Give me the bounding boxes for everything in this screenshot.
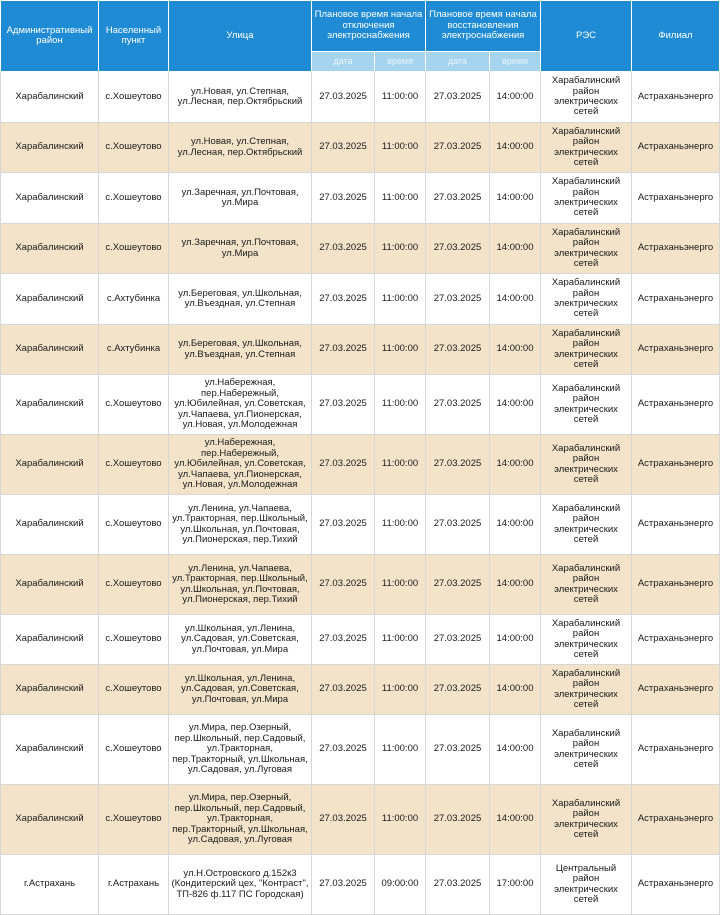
cell-branch: Астраханьэнерго — [632, 274, 720, 325]
cell-on-time: 14:00:00 — [490, 785, 541, 855]
cell-off-time: 11:00:00 — [375, 224, 426, 274]
cell-locality: с.Хошеутово — [99, 173, 169, 224]
cell-on-time: 14:00:00 — [490, 495, 541, 555]
table-row — [1, 173, 720, 224]
table-row — [1, 665, 720, 715]
cell-district: Харабалинский — [1, 555, 99, 615]
cell-on-time: 14:00:00 — [490, 325, 541, 375]
table-row — [1, 555, 720, 615]
cell-res: Центральный район электрических сетей — [541, 855, 632, 915]
cell-off-date: 27.03.2025 — [312, 615, 375, 665]
cell-street: ул.Школьная, ул.Ленина, ул.Садовая, ул.Советская, ул.Почтовая, ул.Мира — [169, 615, 312, 665]
cell-off-time: 11:00:00 — [375, 435, 426, 495]
cell-on-date: 27.03.2025 — [426, 274, 490, 325]
cell-branch: Астраханьэнерго — [632, 715, 720, 785]
table-row — [1, 375, 720, 435]
cell-district: Харабалинский — [1, 325, 99, 375]
cell-locality: с.Хошеутово — [99, 375, 169, 435]
cell-off-date: 27.03.2025 — [312, 224, 375, 274]
cell-locality: с.Хошеутово — [99, 224, 169, 274]
cell-branch: Астраханьэнерго — [632, 615, 720, 665]
cell-district: Харабалинский — [1, 224, 99, 274]
cell-branch: Астраханьэнерго — [632, 555, 720, 615]
table-row — [1, 495, 720, 555]
table-row — [1, 274, 720, 325]
cell-branch: Астраханьэнерго — [632, 375, 720, 435]
cell-branch: Астраханьэнерго — [632, 325, 720, 375]
cell-on-date: 27.03.2025 — [426, 665, 490, 715]
cell-off-date: 27.03.2025 — [312, 72, 375, 123]
cell-off-date: 27.03.2025 — [312, 785, 375, 855]
cell-street: ул.Ленина, ул.Чапаева, ул.Тракторная, пер.Школьный, ул.Школьная, ул.Почтовая, ул.Пионерская, пер.Тихий — [169, 495, 312, 555]
column-header-restore-time: Плановое время начала восстановления электроснабжения — [426, 1, 541, 52]
cell-on-date: 27.03.2025 — [426, 123, 490, 173]
cell-locality: с.Ахтубинка — [99, 325, 169, 375]
cell-street: ул.Новая, ул.Степная, ул.Лесная, пер.Октябрьский — [169, 123, 312, 173]
cell-locality: с.Хошеутово — [99, 123, 169, 173]
cell-street: ул.Мира, пер.Озерный, пер.Школьный, пер.Садовый, ул.Тракторная, пер.Тракторный, ул.Школьная, ул.Садовая, ул.Луговая — [169, 715, 312, 785]
cell-district: Харабалинский — [1, 785, 99, 855]
cell-off-date: 27.03.2025 — [312, 375, 375, 435]
cell-street: ул.Ленина, ул.Чапаева, ул.Тракторная, пер.Школьный, ул.Школьная, ул.Почтовая, ул.Пионерская, пер.Тихий — [169, 555, 312, 615]
cell-on-date: 27.03.2025 — [426, 785, 490, 855]
cell-on-time: 14:00:00 — [490, 274, 541, 325]
cell-district: Харабалинский — [1, 123, 99, 173]
cell-off-time: 11:00:00 — [375, 665, 426, 715]
cell-on-date: 27.03.2025 — [426, 715, 490, 785]
cell-res: Харабалинский район электрических сетей — [541, 615, 632, 665]
cell-branch: Астраханьэнерго — [632, 665, 720, 715]
table-row — [1, 615, 720, 665]
table-row — [1, 785, 720, 855]
cell-street: ул.Заречная, ул.Почтовая, ул.Мира — [169, 224, 312, 274]
subheader-off-date: дата — [312, 52, 375, 72]
table-row — [1, 855, 720, 915]
cell-res: Харабалинский район электрических сетей — [541, 375, 632, 435]
cell-res: Харабалинский район электрических сетей — [541, 495, 632, 555]
cell-off-date: 27.03.2025 — [312, 855, 375, 915]
table-row — [1, 325, 720, 375]
table-row — [1, 715, 720, 785]
cell-on-date: 27.03.2025 — [426, 615, 490, 665]
cell-street: ул.Н.Островского д.152к3 (Кондитерский цех, "Контраст", ТП-826 ф.117 ПС Городская) — [169, 855, 312, 915]
cell-locality: с.Хошеутово — [99, 495, 169, 555]
column-header-off-time: Плановое время начала отключения электроснабжения — [312, 1, 426, 52]
cell-res: Харабалинский район электрических сетей — [541, 274, 632, 325]
table-row — [1, 435, 720, 495]
cell-on-date: 27.03.2025 — [426, 375, 490, 435]
cell-locality: с.Хошеутово — [99, 665, 169, 715]
subheader-on-date: дата — [426, 52, 490, 72]
cell-res: Харабалинский район электрических сетей — [541, 785, 632, 855]
cell-street: ул.Школьная, ул.Ленина, ул.Садовая, ул.Советская, ул.Почтовая, ул.Мира — [169, 665, 312, 715]
cell-on-date: 27.03.2025 — [426, 325, 490, 375]
table-row — [1, 72, 720, 123]
column-header-res: РЭС — [541, 1, 632, 72]
cell-locality: с.Ахтубинка — [99, 274, 169, 325]
cell-off-date: 27.03.2025 — [312, 495, 375, 555]
cell-district: Харабалинский — [1, 665, 99, 715]
cell-street: ул.Береговая, ул.Школьная, ул.Въездная, ул.Степная — [169, 325, 312, 375]
cell-res: Харабалинский район электрических сетей — [541, 173, 632, 224]
cell-off-time: 11:00:00 — [375, 715, 426, 785]
cell-on-time: 17:00:00 — [490, 855, 541, 915]
table-row — [1, 224, 720, 274]
cell-res: Харабалинский район электрических сетей — [541, 665, 632, 715]
cell-street: ул.Береговая, ул.Школьная, ул.Въездная, ул.Степная — [169, 274, 312, 325]
cell-branch: Астраханьэнерго — [632, 72, 720, 123]
cell-branch: Астраханьэнерго — [632, 435, 720, 495]
cell-branch: Астраханьэнерго — [632, 173, 720, 224]
cell-off-date: 27.03.2025 — [312, 325, 375, 375]
cell-off-time: 11:00:00 — [375, 325, 426, 375]
cell-branch: Астраханьэнерго — [632, 785, 720, 855]
cell-on-date: 27.03.2025 — [426, 224, 490, 274]
cell-district: Харабалинский — [1, 72, 99, 123]
cell-branch: Астраханьэнерго — [632, 495, 720, 555]
cell-street: ул.Набережная, пер.Набережный, ул.Юбилейная, ул.Советская, ул.Чапаева, ул.Пионерская, ул.Новая, ул.Молодежная — [169, 375, 312, 435]
cell-off-date: 27.03.2025 — [312, 435, 375, 495]
cell-off-time: 11:00:00 — [375, 785, 426, 855]
cell-district: Харабалинский — [1, 715, 99, 785]
cell-on-date: 27.03.2025 — [426, 495, 490, 555]
cell-res: Харабалинский район электрических сетей — [541, 435, 632, 495]
cell-off-time: 11:00:00 — [375, 123, 426, 173]
cell-street: ул.Заречная, ул.Почтовая, ул.Мира — [169, 173, 312, 224]
cell-street: ул.Набережная, пер.Набережный, ул.Юбилейная, ул.Советская, ул.Чапаева, ул.Пионерская, ул.Новая, ул.Молодежная — [169, 435, 312, 495]
cell-district: Харабалинский — [1, 435, 99, 495]
cell-on-time: 14:00:00 — [490, 224, 541, 274]
cell-off-date: 27.03.2025 — [312, 555, 375, 615]
column-header-branch: Филиал — [632, 1, 720, 72]
cell-locality: с.Хошеутово — [99, 785, 169, 855]
cell-off-date: 27.03.2025 — [312, 173, 375, 224]
column-header-locality: Населенный пункт — [99, 1, 169, 72]
table-row — [1, 123, 720, 173]
cell-on-time: 14:00:00 — [490, 615, 541, 665]
cell-off-time: 11:00:00 — [375, 375, 426, 435]
cell-off-time: 09:00:00 — [375, 855, 426, 915]
cell-district: Харабалинский — [1, 495, 99, 555]
cell-locality: с.Хошеутово — [99, 715, 169, 785]
cell-on-time: 14:00:00 — [490, 123, 541, 173]
cell-on-date: 27.03.2025 — [426, 173, 490, 224]
cell-district: Харабалинский — [1, 274, 99, 325]
cell-res: Харабалинский район электрических сетей — [541, 123, 632, 173]
cell-on-date: 27.03.2025 — [426, 72, 490, 123]
cell-res: Харабалинский район электрических сетей — [541, 72, 632, 123]
cell-branch: Астраханьэнерго — [632, 224, 720, 274]
cell-locality: с.Хошеутово — [99, 72, 169, 123]
subheader-off-time: время — [375, 52, 426, 72]
cell-street: ул.Новая, ул.Степная, ул.Лесная, пер.Октябрьский — [169, 72, 312, 123]
cell-off-date: 27.03.2025 — [312, 665, 375, 715]
cell-off-date: 27.03.2025 — [312, 123, 375, 173]
cell-off-time: 11:00:00 — [375, 274, 426, 325]
subheader-on-time: время — [490, 52, 541, 72]
cell-off-time: 11:00:00 — [375, 555, 426, 615]
cell-street: ул.Мира, пер.Озерный, пер.Школьный, пер.Садовый, ул.Тракторная, пер.Тракторный, ул.Школьная, ул.Садовая, ул.Луговая — [169, 785, 312, 855]
cell-on-time: 14:00:00 — [490, 72, 541, 123]
cell-on-date: 27.03.2025 — [426, 435, 490, 495]
cell-district: Харабалинский — [1, 173, 99, 224]
cell-locality: с.Хошеутово — [99, 555, 169, 615]
cell-off-date: 27.03.2025 — [312, 274, 375, 325]
cell-on-date: 27.03.2025 — [426, 855, 490, 915]
cell-locality: с.Хошеутово — [99, 615, 169, 665]
cell-res: Харабалинский район электрических сетей — [541, 224, 632, 274]
cell-off-date: 27.03.2025 — [312, 715, 375, 785]
cell-on-time: 14:00:00 — [490, 715, 541, 785]
cell-locality: г.Астрахань — [99, 855, 169, 915]
cell-district: Харабалинский — [1, 375, 99, 435]
cell-res: Харабалинский район электрических сетей — [541, 555, 632, 615]
cell-off-time: 11:00:00 — [375, 72, 426, 123]
cell-on-time: 14:00:00 — [490, 555, 541, 615]
cell-on-time: 14:00:00 — [490, 375, 541, 435]
cell-branch: Астраханьэнерго — [632, 123, 720, 173]
cell-on-time: 14:00:00 — [490, 173, 541, 224]
cell-off-time: 11:00:00 — [375, 173, 426, 224]
column-header-district: Административный район — [1, 1, 99, 72]
cell-off-time: 11:00:00 — [375, 615, 426, 665]
cell-district: г.Астрахань — [1, 855, 99, 915]
cell-branch: Астраханьэнерго — [632, 855, 720, 915]
cell-on-date: 27.03.2025 — [426, 555, 490, 615]
cell-off-time: 11:00:00 — [375, 495, 426, 555]
cell-res: Харабалинский район электрических сетей — [541, 715, 632, 785]
column-header-street: Улица — [169, 1, 312, 72]
cell-on-time: 14:00:00 — [490, 665, 541, 715]
cell-locality: с.Хошеутово — [99, 435, 169, 495]
cell-district: Харабалинский — [1, 615, 99, 665]
cell-on-time: 14:00:00 — [490, 435, 541, 495]
cell-res: Харабалинский район электрических сетей — [541, 325, 632, 375]
